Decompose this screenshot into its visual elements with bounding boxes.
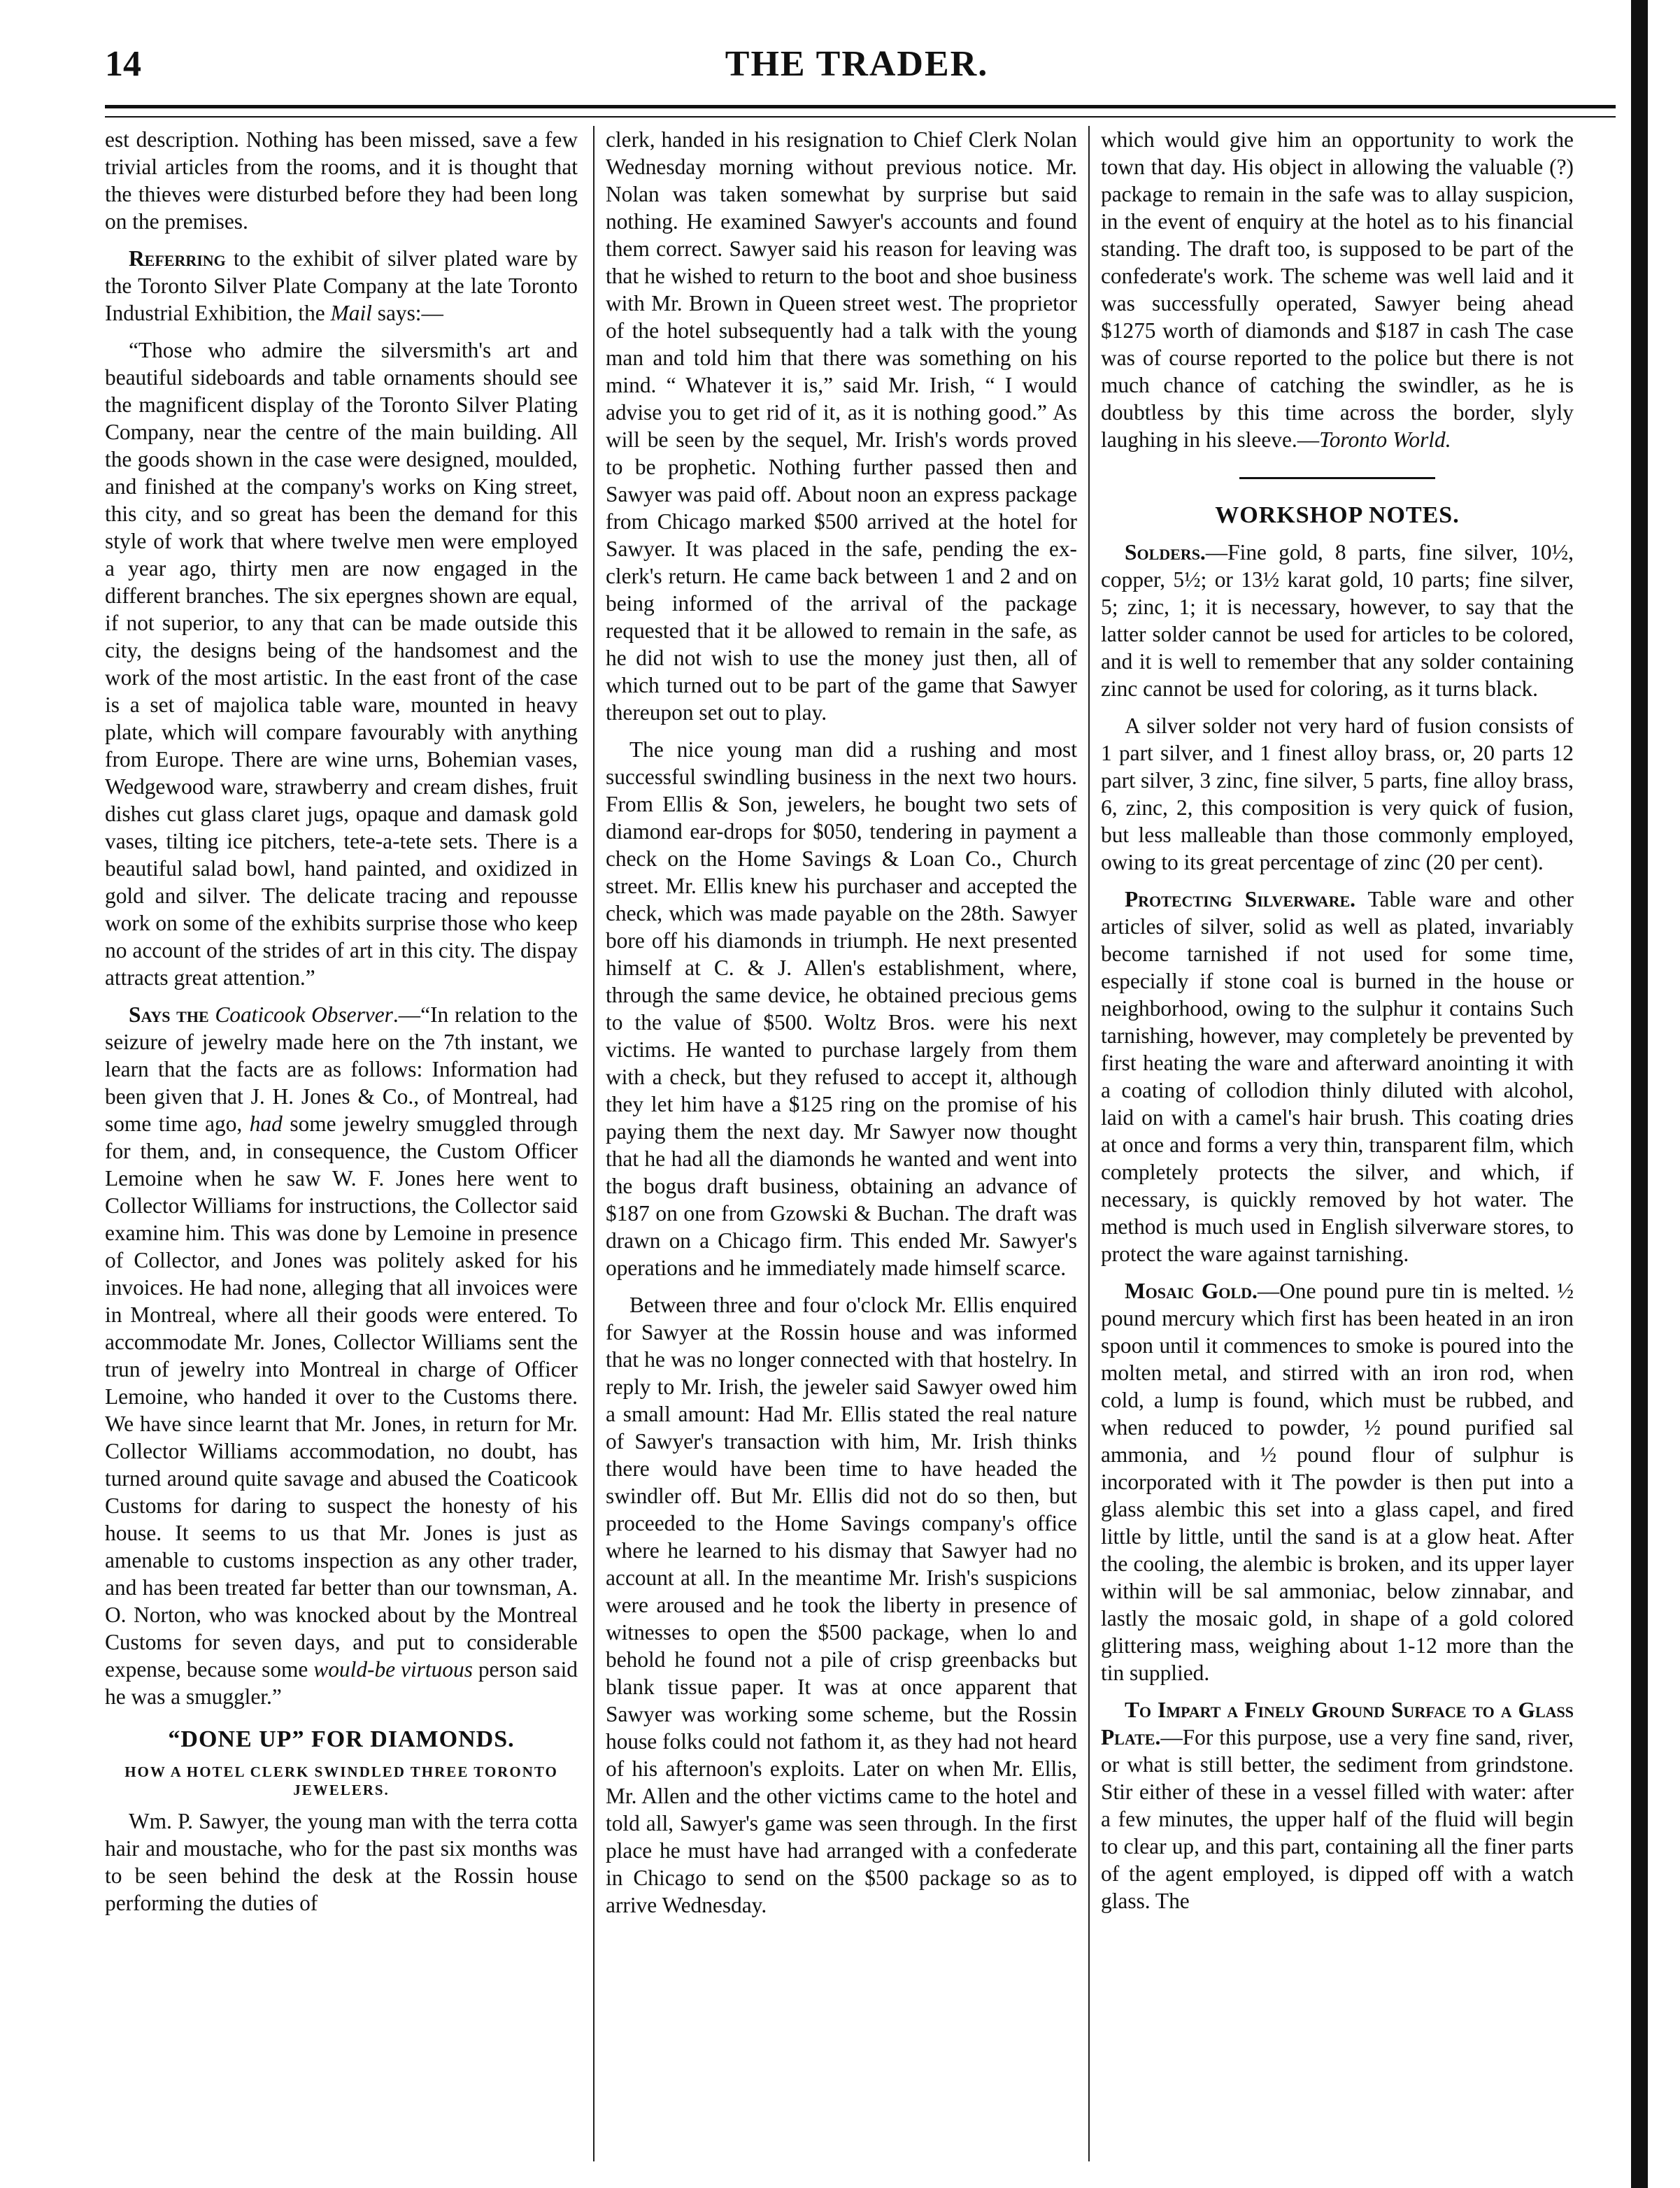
lead-word: Referring: [129, 246, 226, 271]
emphasis-had: had: [249, 1111, 283, 1136]
note-text: —Fine gold, 8 parts, fine silver, 10½, copper, 5½; or 13½ karat gold, 10 parts; fine silver, 5; zinc, 1; it is necessary, however, to say that the latter solder cannot be used for articles to be colored, and it is well to remember that any solder containing zinc cannot be used for coloring, as it turns black.: [1101, 540, 1574, 701]
note-title: Solders.: [1125, 540, 1206, 564]
column-3: [1101, 126, 1574, 2168]
article-end-text: which would give him an opportunity to work the town that day. His object in allowing the valuable (?) package to remain in the safe was to allay suspicion, in the event of enquiry at the hotel as to his financial standing. The draft too, is supposed to be part of the confederate's work. The scheme was well laid and it was successfully operated, Sawyer being ahead $1275 worth of diamonds and $187 in cash The case was of course reported to the police but there is not much chance of catching the swindler, as he is doubtless by this time across the border, slyly laughing in his sleeve.—: [1101, 127, 1574, 452]
article-body: clerk, handed in his resignation to Chief Clerk Nolan Wednesday morning without previous notice. Mr. Nolan was taken somewhat by surprise but said nothing. He examined Sawyer's accounts and found them correct. Sawyer said his reason for leaving was that he wished to return to the boot and shoe business with Mr. Brown in Queen street west. The proprietor of the hotel subsequently had a talk with the young man and told him that there was something on his mind. “ Whatever it is,” said Mr. Irish, “ I would advise you to get rid of it, as it is nothing good.” As will be seen by the sequel, Mr. Irish's words proved to be prophetic. Nothing further passed then and Sawyer was paid off. About noon an express package from Chicago marked $500 arrived at the hotel for Sawyer. It was placed in the safe, pending the ex-clerk's return. He came back between 1 and 2 and on being informed of the arrival of the package requested that it be allowed to remain in the safe, as he did not wish to use the money just then, all of which turned out to be part of the game that Sawyer thereupon set out to play.: [606, 127, 1077, 725]
note-text: —For this purpose, use a very fine sand, river, or what is still better, the sediment from grindstone. Stir either of these in a vessel filled with water: after a few minutes, the upper half of the fluid will begin to clear up, and this part, containing all the finer parts of the agent employed, is dipped off with a watch glass. The: [1101, 1725, 1574, 1913]
coaticook-text-c: person said he was a smuggler.”: [105, 1657, 578, 1709]
exhibit-quote: “Those who admire the silversmith's art and beautiful sideboards and table ornaments should see the magnificent display of the Toronto Silver Plating Company, near the centre of the main building. All the goods shown in the case were designed, moulded, and finished at the company's works on King street, this city, and so great has been the demand for this style of work that where twelve men were employed a year ago, thirty men are now engaged in the different branches. The six epergnes shown are equal, if not superior, to any that can be made outside this city, the designs being of the handsomest and the work of the most artistic. In the east front of the case is a set of majolica table ware, mounted in heavy plate, which will compare favourably with anything from Europe. There are wine urns, Bohemian vases, Wedgewood ware, strawberry and cream dishes, fruit dishes cut glass claret jugs, opaque and damask gold vases, tilting ice pitchers, tete-a-tete sets. There is a beautiful salad bowl, hand painted, and oxidized in gold and silver. The delicate tracing and repousse work on some of the exhibits surprise those who keep no account of the strides of art in this city. The dispay attracts great attention.”: [105, 338, 578, 990]
section-heading: WORKSHOP NOTES.: [1215, 502, 1460, 528]
note-title: To Impart a Finely Ground Surface to a Glass Plate.: [1101, 1698, 1574, 1749]
header-rule-thin: [105, 116, 1616, 118]
header-rule-thick: [105, 105, 1616, 108]
section-divider: [1239, 477, 1435, 479]
note-glass-plate: [1101, 1696, 1574, 1914]
coaticook-text-a: .—“In relation to the seizure of jewelry made here on the 7th instant, we learn that the facts are as follows: Information had been given that J. H. Jones & Co., of Montreal, had some time ago,: [105, 1002, 578, 1136]
page-number: 14: [105, 44, 141, 84]
article-continuation: est description. Nothing has been missed, save a few trivial articles from the rooms, and it is thought that the thieves were disturbed before they had been long on the premises.: [105, 127, 578, 234]
note-protecting-silverware: [1101, 886, 1574, 1267]
article-body: [1101, 126, 1574, 453]
intro-text: to the exhibit of silver plated ware by the Toronto Silver Plate Company at the late Toronto Industrial Exhibition, the: [105, 246, 578, 325]
note-silver-solder: A silver solder not very hard of fusion consists of 1 part silver, and 1 finest alloy brass, or, 20 parts 12 part silver, 3 zinc, fine silver, 5 parts, fine alloy brass, 6, zinc, 2, this composition is very quick of fusion, but less malleable than those commonly employed, owing to its great percentage of zinc (20 per cent).: [1101, 713, 1574, 874]
note-solders: [1101, 539, 1574, 702]
coaticook-text-b: some jewelry smuggled through for them, and, in consequence, the Custom Officer Lemoine when he saw W. F. Jones here went to Collector Williams for instructions, the Collector said examine him. This was done by Lemoine in presence of Collector, and Jones was politely asked for his invoices. He had none, alleging that all invoices were in Montreal, where all their goods were entered. To accommodate Mr. Jones, Collector Williams sent the trun of jewelry into Montreal in charge of Officer Lemoine, who handed it over to the Customs there. We have since learnt that Mr. Jones, in return for Mr. Collector Williams accommodation, no doubt, has turned around quite savage and abused the Coaticook Customs for daring to suspect the honesty of his house. It seems to us that Mr. Jones is just as amenable to customs inspection as any other trader, and has been treated far better than our townsman, A. O. Norton, who was knocked about by the Montreal Customs for seven days, and put to considerable expense, because some: [105, 1111, 578, 1682]
article-body: Between three and four o'clock Mr. Ellis enquired for Sawyer at the Rossin house and was informed that he was no longer connected with that hostelry. In reply to Mr. Irish, the jeweler said Sawyer owed him a small amount: Had Mr. Ellis stated the real nature of Sawyer's transaction with him, Mr. Irish thinks there would have been time to have headed the swindler off. But Mr. Ellis did not do so then, but proceeded to the Home Savings company's office where he learned to his dismay that Sawyer had no account at all. In the meantime Mr. Irish's suspicions were aroused and he took the liberty in presence of witnesses to open the $500 package, when lo and behold he found not a pile of crisp greenbacks but blank tissue paper. It was at once apparent that Sawyer was working some scheme, but the Rossin house folks could not fathom it, as they had not heard of his afternoon's exploits. Later on when Mr. Ellis, Mr. Allen and the other victims came to the hotel and told all, Sawyer's game was seen through. In the first place he must have had arranged with a confederate in Chicago to send on the $500 package so as to arrive Wednesday.: [606, 1293, 1077, 1917]
column-divider-1: [593, 126, 595, 2161]
newspaper-title: THE TRADER.: [725, 44, 989, 84]
article-body: Wm. P. Sawyer, the young man with the terra cotta hair and moustache, who for the past six months was to be seen behind the desk at the Rossin house performing the duties of: [105, 1809, 578, 1915]
article-body: The nice young man did a rushing and most successful swindling business in the next two hours. From Ellis & Son, jewelers, he bought two sets of diamond ear-drops for $050, tendering in payment a check on the Home Savings & Loan Co., Church street. Mr. Ellis knew his purchaser and accepted the check, which was made payable on the 28th. Sawyer bore off his diamonds in triumph. He next presented himself at C. & J. Allen's establishment, where, through the same device, he obtained precious gems to the value of $500. Woltz Bros. were his next victims. He wanted to purchase largely from them with a check, but they refused to accept it, although they let him have a $125 ring on the promise of his paying them the next day. Mr Sawyer now thought that he had all the diamonds he wanted and went into the bogus draft business, obtaining an advance of $187 on one from Gzowski & Buchan. The draft was drawn on a Chicago firm. This ended Mr. Sawyer's operations and he immediately made himself scarce.: [606, 737, 1077, 1280]
article-source: Toronto World.: [1319, 427, 1451, 452]
column-2: [606, 126, 1077, 2168]
note-title: Mosaic Gold.: [1125, 1279, 1258, 1303]
lead-word: Says the: [129, 1002, 215, 1027]
article-headline: “DONE UP” FOR DIAMONDS.: [168, 1726, 515, 1752]
column-1: [105, 126, 578, 2168]
note-text: —One pound pure tin is melted. ½ pound mercury which first has been heated in an iron spoon until it commences to smoke is poured into the molten metal, and stirred with an iron rod, when cold, a lump is found, which must be rubbed, and when reduced to powder, ½ pound purified sal ammonia, and ½ pound flour of sulphur is incorporated with it The powder is then put into a glass alembic this set into a glass capel, and fired little by little, until the sand is at a glow heat. After the cooling, the alembic is broken, and its upper layer within will be sal ammoniac, below zinnabar, and lastly the mosaic gold, in shape of a gold colored glittering mass, weighing about 1-12 more than the tin supplied.: [1101, 1279, 1574, 1685]
note-mosaic-gold: [1101, 1277, 1574, 1686]
note-title: Protecting Silverware.: [1125, 887, 1355, 911]
masthead: [105, 43, 1609, 99]
intro-tail: says:—: [371, 301, 443, 325]
coaticook-item: [105, 1001, 578, 1710]
silver-plate-exhibit-intro: [105, 245, 578, 327]
paper-name: Mail: [330, 301, 372, 325]
paper-name: Coaticook Observer: [215, 1002, 393, 1027]
emphasis-would-be: would-be virtuous: [313, 1657, 473, 1682]
scan-edge-bar: [1631, 0, 1648, 2188]
article-subheadline: HOW A HOTEL CLERK SWINDLED THREE TORONTO JEWELERS.: [124, 1763, 558, 1798]
note-text: Table ware and other articles of silver, solid as well as plated, invariably become tarnished if not used for some time, especially if stone coal is burned in the house or neighborhood, owing to the sulphur it contains Such tarnishing, however, may completely be prevented by first heating the ware and afterward anointing it with a coating of collodion thinly diluted with alcohol, laid on with a camel's hair brush. This coating dries at once and forms a very thin, transparent film, which completely protects the silver, and which, if necessary, is quickly removed by hot water. The method is much used in English silverware stores, to protect the ware against tarnishing.: [1101, 887, 1574, 1266]
column-divider-2: [1088, 126, 1090, 2161]
